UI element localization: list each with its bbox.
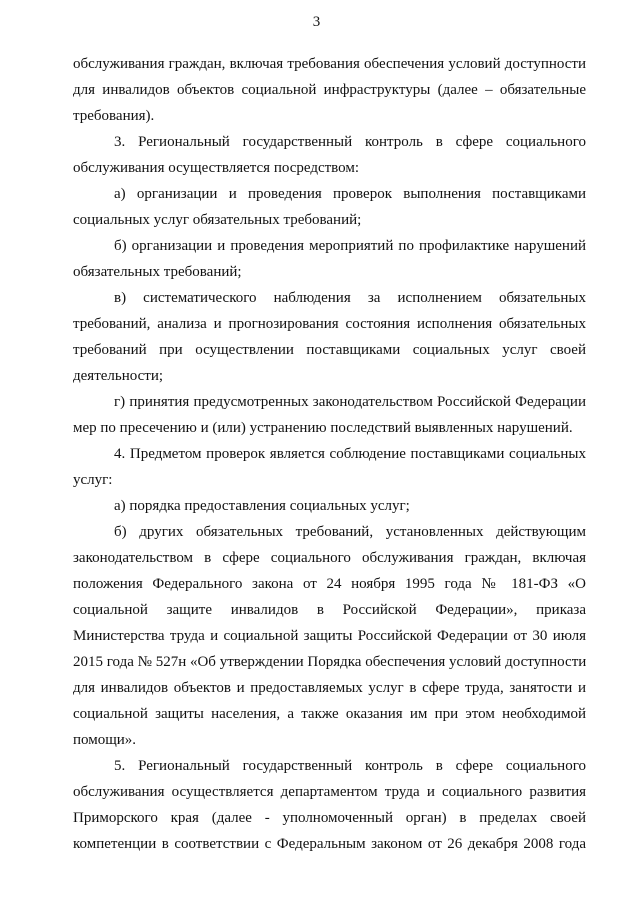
text-line: 2015 года № 527н «Об утверждении Порядка обеспечения условий доступности bbox=[73, 654, 587, 670]
text-line: обязательных требований; bbox=[73, 264, 242, 280]
text-line: для инвалидов объектов социальной инфраструктуры (далее – обязательные bbox=[73, 82, 586, 98]
text-line: 5. Региональный государственный контроль в сфере социального bbox=[114, 758, 586, 774]
text-line: г) принятия предусмотренных законодательством Российской Федерации bbox=[114, 394, 586, 410]
text-line: помощи». bbox=[73, 732, 137, 748]
text-line: требований, анализа и прогнозирования состояния исполнения обязательных bbox=[73, 316, 586, 332]
text-line: требования). bbox=[73, 108, 155, 124]
text-line: а) организации и проведения проверок выполнения поставщиками bbox=[114, 186, 586, 202]
text-line: Приморского края (далее - уполномоченный орган) в пределах своей bbox=[73, 810, 586, 826]
text-line: Министерства труда и социальной защиты Российской Федерации от 30 июля bbox=[73, 628, 586, 644]
text-line: законодательством в сфере социального обслуживания граждан, включая bbox=[73, 550, 586, 566]
text-line: обслуживания граждан, включая требования обеспечения условий доступности bbox=[73, 56, 586, 72]
text-line: положения Федерального закона от 24 ноября 1995 года № 181-ФЗ «О bbox=[73, 576, 586, 592]
text-line: для инвалидов объектов и предоставляемых услуг в сфере труда, занятости и bbox=[73, 680, 586, 696]
text-line: а) порядка предоставления социальных услуг; bbox=[114, 498, 410, 514]
text-line: обслуживания осуществляется посредством: bbox=[73, 160, 360, 176]
text-line: б) других обязательных требований, установленных действующим bbox=[114, 524, 586, 540]
text-line: социальной защите инвалидов в Российской Федерации», приказа bbox=[73, 602, 586, 618]
text-line: требований при осуществлении поставщиками социальных услуг своей bbox=[73, 342, 586, 358]
text-line: деятельности; bbox=[73, 368, 164, 384]
text-line: социальных услуг обязательных требований; bbox=[73, 212, 362, 228]
text-line: обслуживания осуществляется департаментом труда и социального развития bbox=[73, 784, 586, 800]
text-line: б) организации и проведения мероприятий по профилактике нарушений bbox=[114, 238, 586, 254]
text-line: 4. Предметом проверок является соблюдение поставщиками социальных bbox=[114, 446, 586, 462]
page-number: 3 bbox=[312, 14, 321, 30]
text-line: в) систематического наблюдения за исполнением обязательных bbox=[114, 290, 586, 306]
text-line: компетенции в соответствии с Федеральным законом от 26 декабря 2008 года bbox=[73, 836, 586, 852]
text-line: 3. Региональный государственный контроль в сфере социального bbox=[114, 134, 586, 150]
text-line: социальной защиты населения, а также оказания им при этом необходимой bbox=[73, 706, 586, 722]
text-line: мер по пресечению и (или) устранению последствий выявленных нарушений. bbox=[73, 420, 573, 436]
text-line: услуг: bbox=[73, 472, 113, 488]
